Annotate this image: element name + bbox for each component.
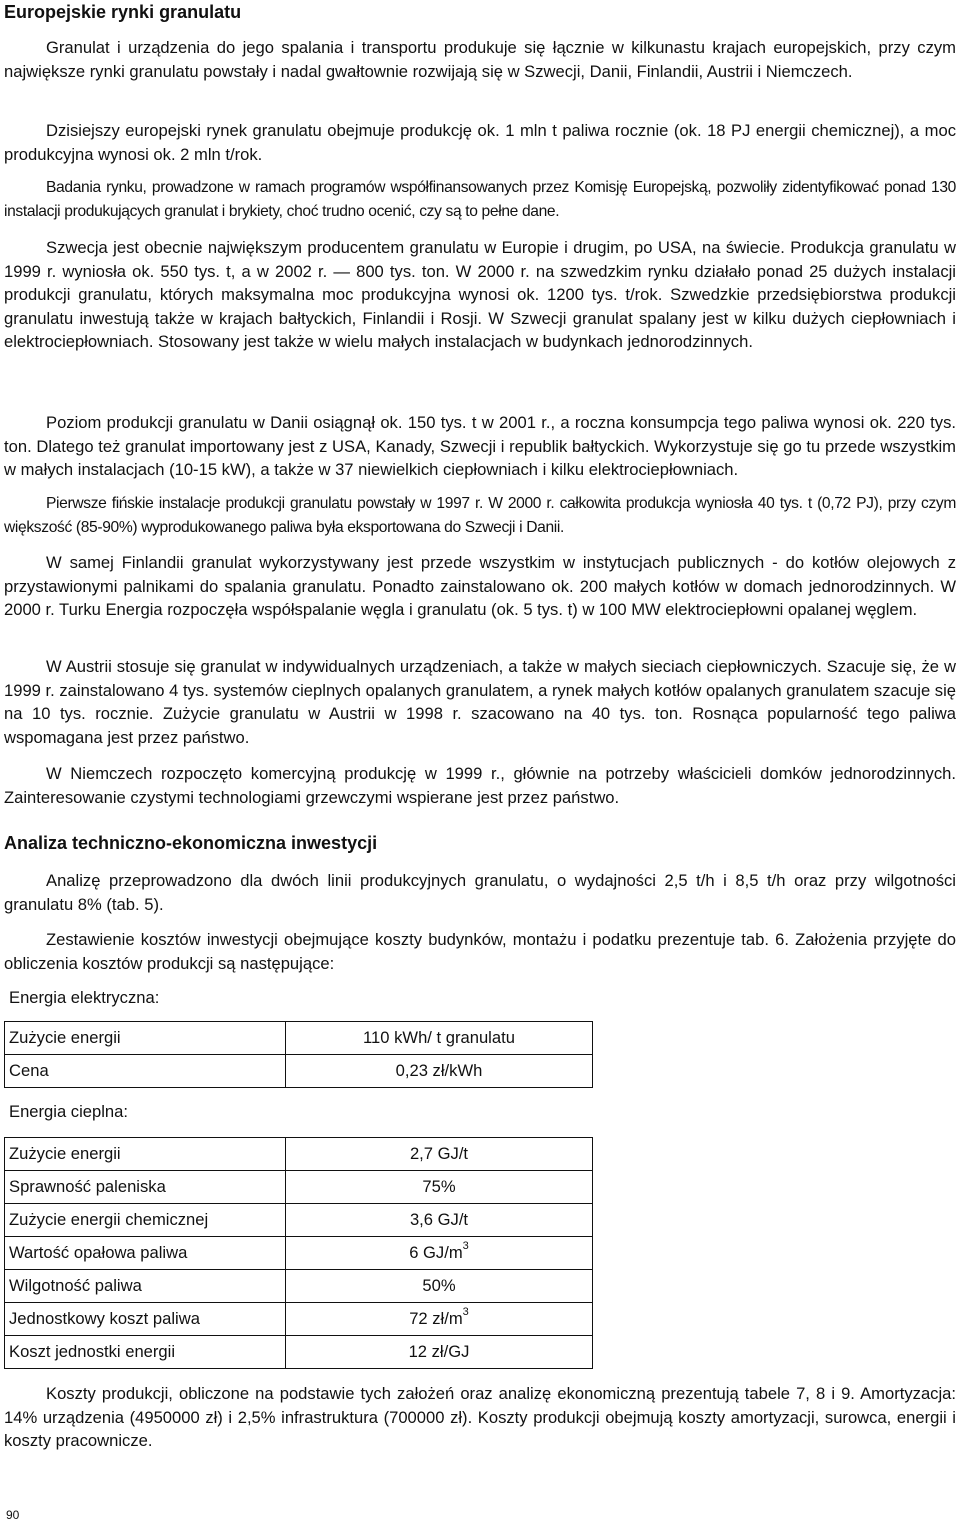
section-heading-markets: Europejskie rynki granulatu xyxy=(4,2,242,22)
param-value: 72 $zł/m^3$ xyxy=(286,1303,593,1336)
param-name: Zużycie energii xyxy=(5,1022,286,1055)
paragraph: Koszty produkcji, obliczone na podstawie tych założeń oraz analizę ekonomiczną prezentują tabele 7, 8 i 9. Amortyzacja: 14% urządzenia (4950000 zł) i 2,5% infrastruktura (700000 zł). Koszty produkcji obejmują koszty amortyzacji, surowca, energii i koszty pracownicze. xyxy=(4,1384,956,1450)
table-row xyxy=(5,1237,593,1270)
thermal-energy-label: Energia cieplna: xyxy=(9,1102,129,1121)
page-number: 90 xyxy=(6,1508,20,1522)
electric-energy-table xyxy=(4,1021,593,1088)
table-row xyxy=(5,1022,593,1055)
table-row xyxy=(5,1336,593,1369)
param-value: 75% xyxy=(286,1171,593,1204)
paragraph: Dzisiejszy europejski rynek granulatu obejmuje produkcję ok. 1 mln t paliwa rocznie (ok. 18 PJ energii chemicznej), a moc produkcyjna wynosi ok. 2 mln t/rok. xyxy=(4,121,956,164)
param-value: 6 $GJ/m^3$ xyxy=(286,1237,593,1270)
paragraph: W Austrii stosuje się granulat w indywidualnych urządzeniach, a także w małych sieciach ciepłowniczych. Szacuje się, że w 1999 r. zainstalowano 4 tys. systemów cieplnych opalanych granulatem, a rynek małych kotłów opalanych granulatem szacuje się na 10 tys. rocznie. Zużycie granulatu w Austrii w 1998 r. szacowano na 40 tys. ton. Rosnąca popularność tego paliwa wspomagana jest przez państwo. xyxy=(4,657,956,747)
paragraph: W samej Finlandii granulat wykorzystywany jest przede wszystkim w instytucjach publicznych - do kotłów olejowych z przystawionymi palnikami do spalania granulatu. Ponadto zainstalowano ok. 200 małych kotłów w domach jednorodzinnych. W 2000 r. Turku Energia rozpoczęła współspalanie węgla i granulatu (ok. 5 tys. t) w 100 MW elektrociepłowni opalanej węglem. xyxy=(4,553,956,619)
param-value: 50% xyxy=(286,1270,593,1303)
paragraph: W Niemczech rozpoczęto komercyjną produkcję w 1999 r., głównie na potrzeby właścicieli domków jednorodzinnych. Zainteresowanie czystymi technologiami grzewczymi wspierane jest przez państwo. xyxy=(4,764,956,807)
paragraph: Szwecja jest obecnie największym producentem granulatu w Europie i drugim, po USA, na świecie. Produkcja granulatu w 1999 r. wyniosła ok. 550 tys. t, a w 2002 r. — 800 tys. ton. W 2000 r. na szwedzkim rynku działało ponad 25 dużych instalacji produkcji granulatu, których maksymalna moc produkcyjna wynosi ok. 1200 tys. t/rok. Szwedzkie przedsiębiorstwa produkcji granulatu inwestują także w krajach bałtyckich, Finlandii i Rosji. W Szwecji granulat spalany jest w kilku dużych ciepłowniach i elektrociepłowniach. Stosowany jest także w wielu małych instalacjach w budynkach jednorodzinnych. xyxy=(4,238,956,351)
param-name: Zużycie energii chemicznej xyxy=(5,1204,286,1237)
electric-energy-label: Energia elektryczna: xyxy=(9,988,160,1007)
paragraph: Analizę przeprowadzono dla dwóch linii produkcyjnych granulatu, o wydajności 2,5 t/h i 8,5 t/h oraz przy wilgotności granulatu 8% (tab. 5). xyxy=(4,871,956,914)
param-value: 110 kWh/ t granulatu xyxy=(286,1022,593,1055)
param-name: Wilgotność paliwa xyxy=(5,1270,286,1303)
paragraph: Poziom produkcji granulatu w Danii osiągnął ok. 150 tys. t w 2001 r., a roczna konsumpcja tego paliwa wynosi ok. 220 tys. ton. Dlatego też granulat importowany jest z USA, Kanady, Szwecji i republik bałtyckich. Wykorzystuje się go tu przede wszystkim w małych instalacjach (10-15 kW), a także w 37 niewielkich ciepłowniach i kilku elektrociepłowniach. xyxy=(4,413,956,479)
table-row xyxy=(5,1270,593,1303)
param-name: Cena xyxy=(5,1055,286,1088)
paragraph: Pierwsze fińskie instalacje produkcji granulatu powstały w 1997 r. W 2000 r. całkowita produkcja wyniosła 40 tys. t (0,72 PJ), przy czym większość (85-90%) wyprodukowanego paliwa była eksportowana do Szwecji i Danii. xyxy=(4,495,956,536)
param-value: 12 zł/GJ xyxy=(286,1336,593,1369)
param-name: Koszt jednostki energii xyxy=(5,1336,286,1369)
paragraph: Granulat i urządzenia do jego spalania i transportu produkuje się łącznie w kilkunastu krajach europejskich, przy czym największe rynki granulatu powstały i nadal gwałtownie rozwijają się w Szwecji, Danii, Finlandii, Austrii i Niemczech. xyxy=(4,38,956,81)
param-name: Zużycie energii xyxy=(5,1138,286,1171)
table-row xyxy=(5,1055,593,1088)
param-value: 3,6 GJ/t xyxy=(286,1204,593,1237)
param-value: 0,23 zł/kWh xyxy=(286,1055,593,1088)
table-row xyxy=(5,1204,593,1237)
section-heading-analysis: Analiza techniczno-ekonomiczna inwestycji xyxy=(4,833,378,853)
param-value: 2,7 GJ/t xyxy=(286,1138,593,1171)
table-row xyxy=(5,1303,593,1336)
param-name: Jednostkowy koszt paliwa xyxy=(5,1303,286,1336)
table-row xyxy=(5,1171,593,1204)
table-row xyxy=(5,1138,593,1171)
paragraph: Zestawienie kosztów inwestycji obejmujące koszty budynków, montażu i podatku prezentuje tab. 6. Założenia przyjęte do obliczenia kosztów produkcji są następujące: xyxy=(4,930,956,973)
paragraph: Badania rynku, prowadzone w ramach programów współfinansowanych przez Komisję Europejską, pozwoliły zidentyfikować ponad 130 instalacji produkujących granulat i brykiety, choć trudno ocenić, czy są to pełne dane. xyxy=(4,179,956,220)
param-name: Sprawność paleniska xyxy=(5,1171,286,1204)
param-name: Wartość opałowa paliwa xyxy=(5,1237,286,1270)
thermal-energy-table xyxy=(4,1137,593,1369)
